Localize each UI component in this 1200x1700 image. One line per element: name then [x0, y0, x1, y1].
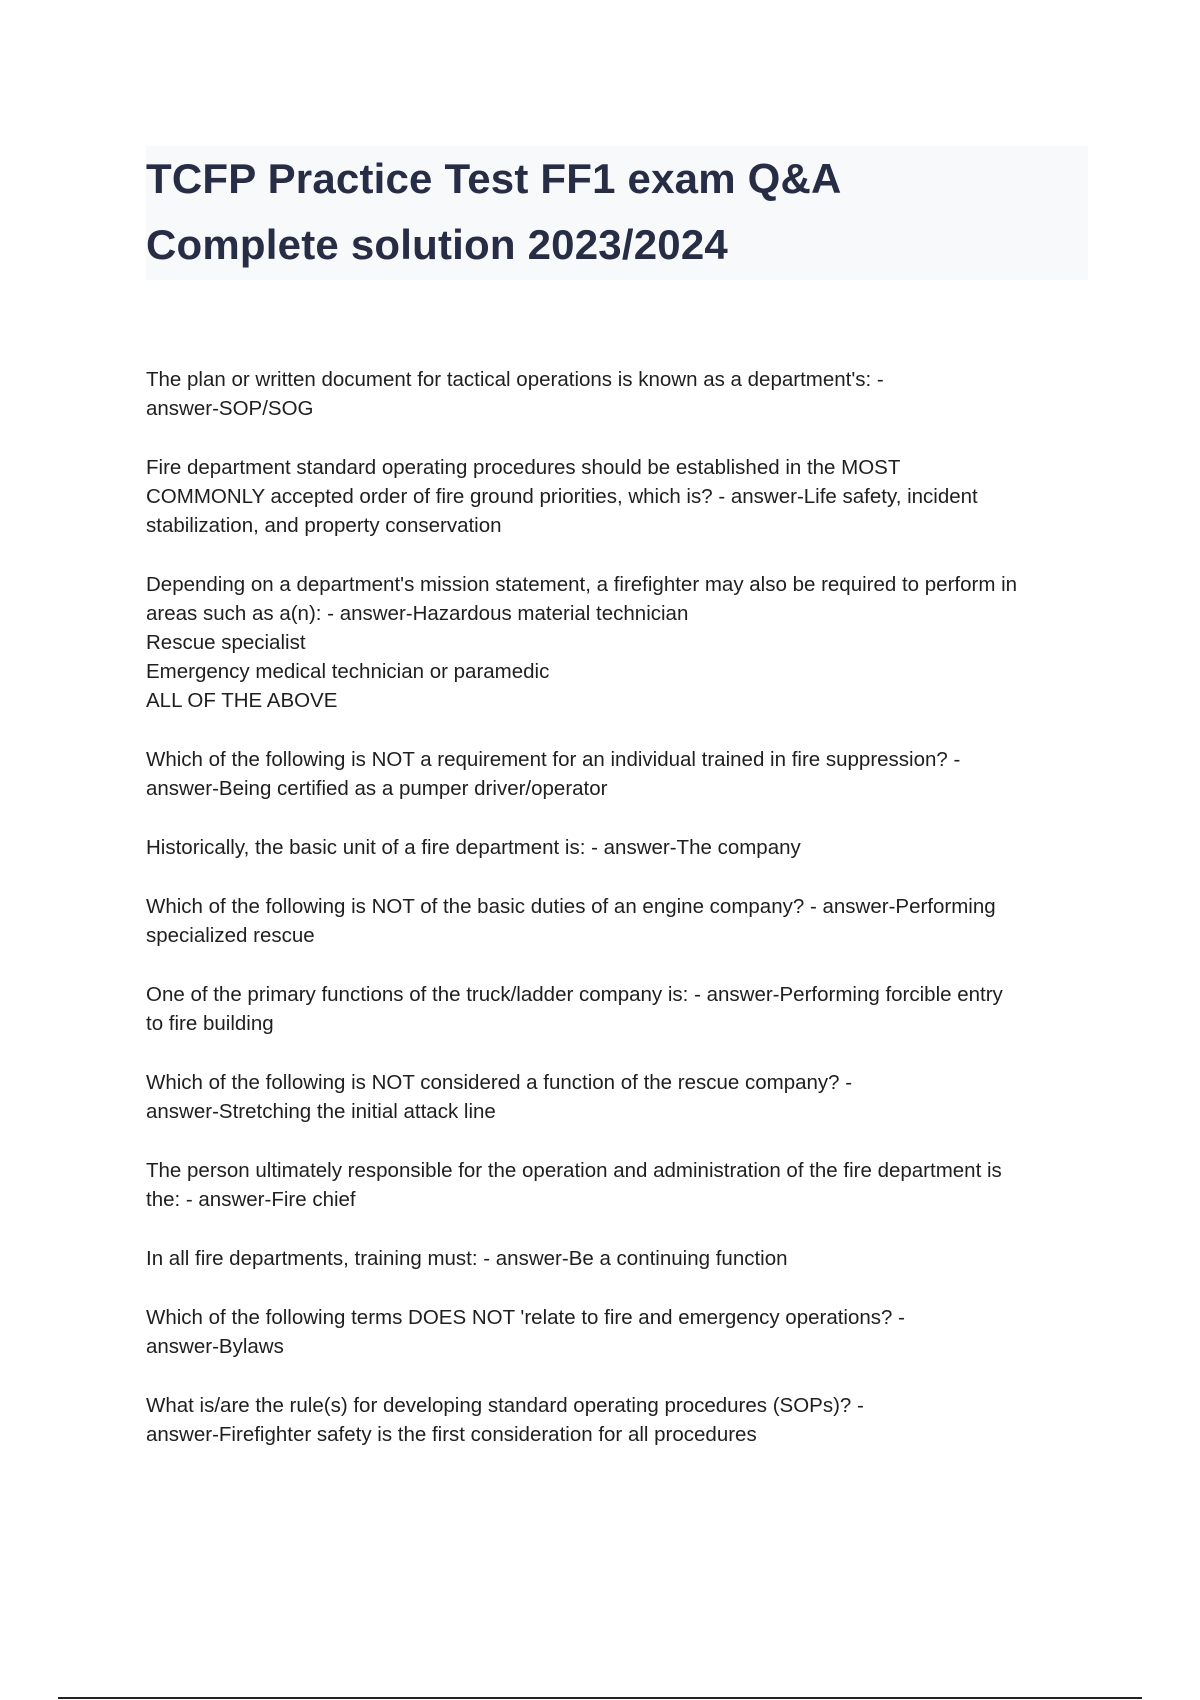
- qa-item-4: Which of the following is NOT a requirement for an individual trained in fire suppression? - answer-Being certified as a pumper driver/operator: [146, 748, 961, 800]
- qa-list: [146, 365, 1096, 1479]
- title-block: [146, 146, 1088, 280]
- qa-item-2: Fire department standard operating procedures should be established in the MOST COMMONLY accepted order of fire ground priorities, which is? - answer-Life safety, incident stabilization, and property conservation: [146, 456, 978, 537]
- qa-item-3: Depending on a department's mission statement, a firefighter may also be required to perform in areas such as a(n): - answer-Hazardous material technician Rescue specialist Emergency medical technician or paramedic ALL OF THE ABOVE: [146, 573, 1018, 712]
- page-title: [146, 146, 1088, 278]
- qa-item-6: Which of the following is NOT of the basic duties of an engine company? - answer-Performing specialized rescue: [146, 895, 996, 947]
- qa-item-12: What is/are the rule(s) for developing standard operating procedures (SOPs)? - answer-Firefighter safety is the first consideration for all procedures: [146, 1394, 864, 1446]
- qa-item-9: The person ultimately responsible for the operation and administration of the fire department is the: - answer-Fire chief: [146, 1159, 1002, 1211]
- qa-item-5: Historically, the basic unit of a fire department is: - answer-The company: [146, 836, 801, 859]
- footer-rule: [58, 1697, 1142, 1699]
- qa-item-11: Which of the following terms DOES NOT 'relate to fire and emergency operations? - answer-Bylaws: [146, 1306, 905, 1358]
- qa-item-1: The plan or written document for tactical operations is known as a department's: - answer-SOP/SOG: [146, 368, 884, 420]
- qa-item-8: Which of the following is NOT considered a function of the rescue company? - answer-Stretching the initial attack line: [146, 1071, 853, 1123]
- title-line-2: Complete solution 2023/2024: [146, 221, 728, 268]
- title-line-1: TCFP Practice Test FF1 exam Q&A: [146, 155, 842, 202]
- qa-item-7: One of the primary functions of the truck/ladder company is: - answer-Performing forcible entry to fire building: [146, 983, 1003, 1035]
- qa-item-10: In all fire departments, training must: - answer-Be a continuing function: [146, 1247, 788, 1270]
